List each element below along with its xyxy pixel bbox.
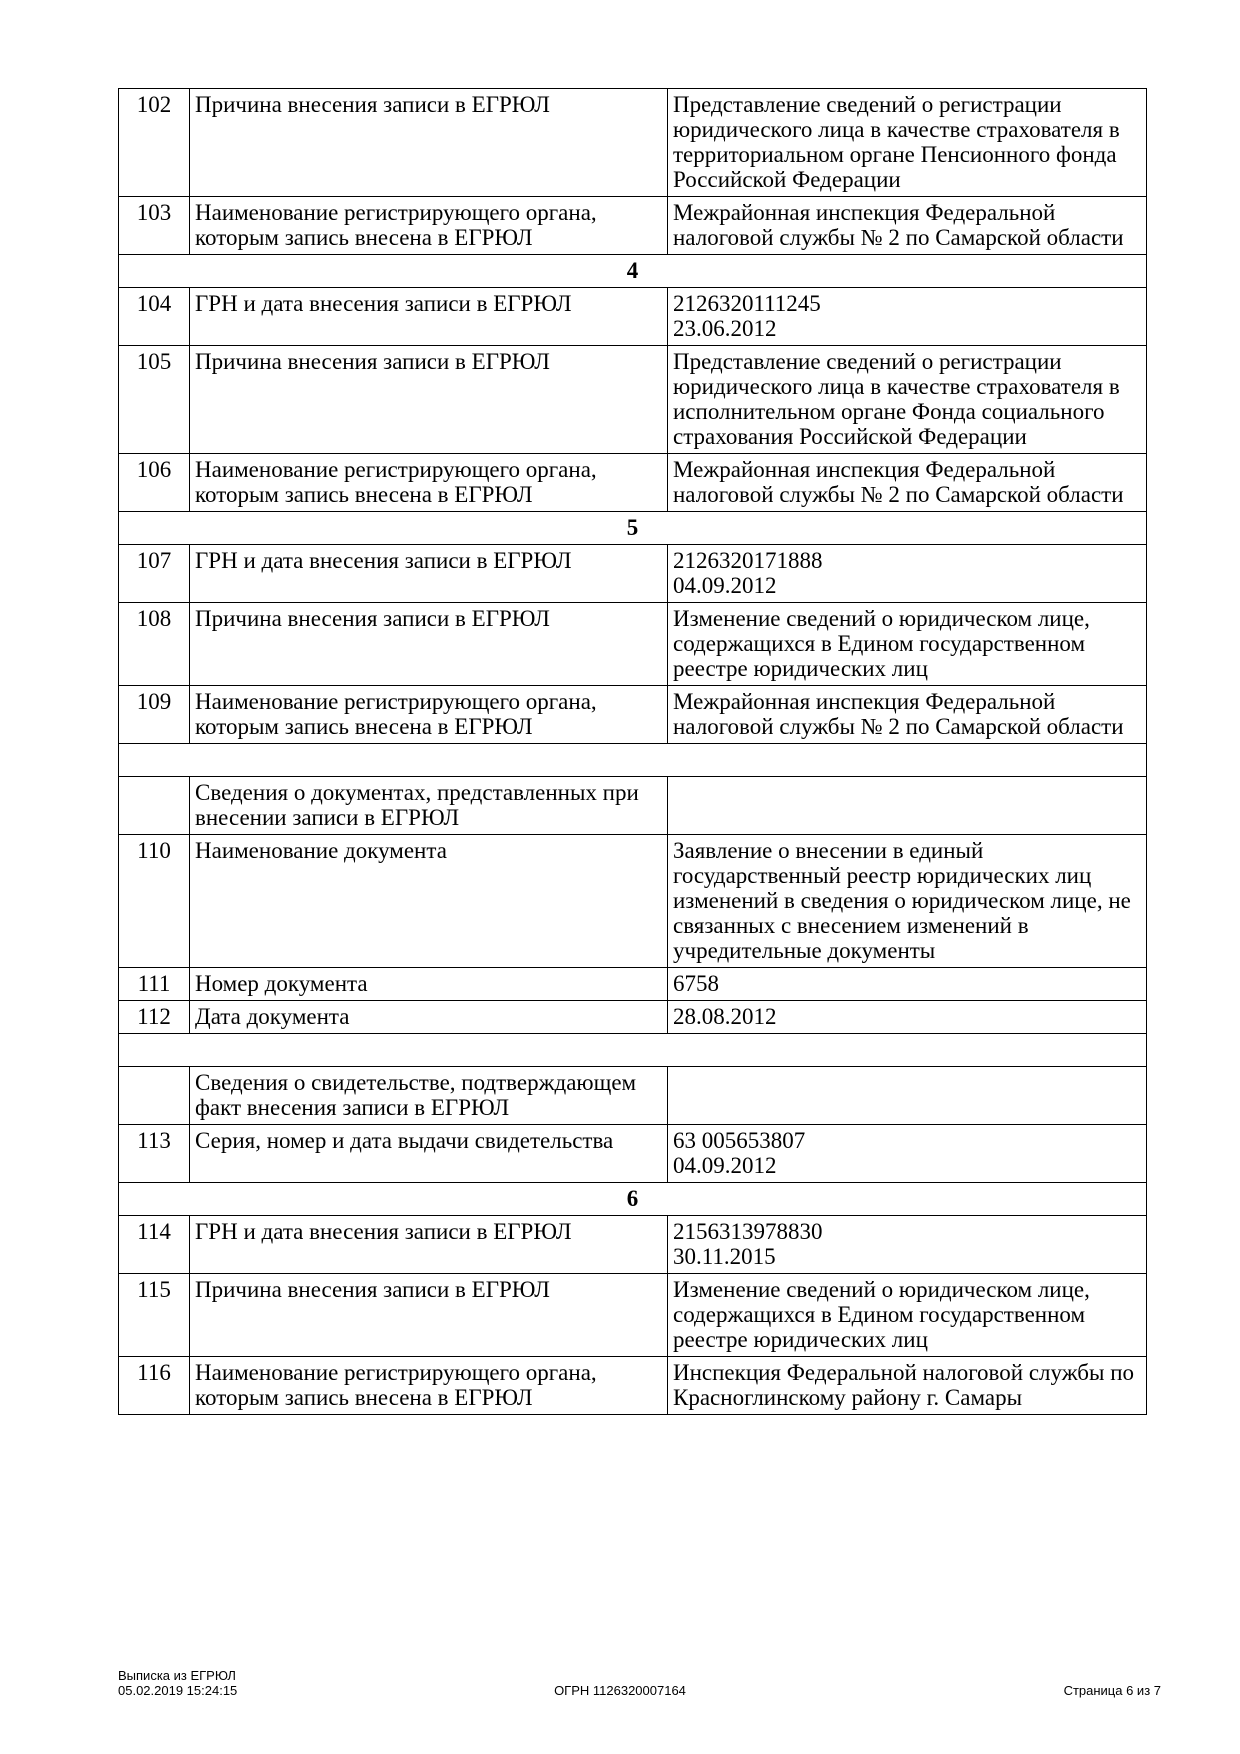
row-number: 108	[119, 603, 190, 686]
field-value: Межрайонная инспекция Федеральной налоговой службы № 2 по Самарской области	[668, 454, 1147, 512]
field-label: Серия, номер и дата выдачи свидетельства	[190, 1125, 668, 1183]
field-label: ГРН и дата внесения записи в ЕГРЮЛ	[190, 1216, 668, 1274]
egrul-record-table	[118, 88, 1147, 1415]
table-row	[119, 968, 1147, 1001]
row-number: 113	[119, 1125, 190, 1183]
table-row	[119, 686, 1147, 744]
row-number: 116	[119, 1357, 190, 1415]
table-row	[119, 777, 1147, 835]
row-number	[119, 1067, 190, 1125]
row-number: 114	[119, 1216, 190, 1274]
row-number: 109	[119, 686, 190, 744]
field-value: Межрайонная инспекция Федеральной налоговой службы № 2 по Самарской области	[668, 686, 1147, 744]
field-value: 6758	[668, 968, 1147, 1001]
row-number: 107	[119, 545, 190, 603]
table-row	[119, 288, 1147, 346]
field-value: 2156313978830 30.11.2015	[668, 1216, 1147, 1274]
table-row	[119, 346, 1147, 454]
field-value: Изменение сведений о юридическом лице, содержащихся в Едином государственном реестре юридических лиц	[668, 603, 1147, 686]
field-label: Причина внесения записи в ЕГРЮЛ	[190, 1274, 668, 1357]
table-row	[119, 1274, 1147, 1357]
field-label: ГРН и дата внесения записи в ЕГРЮЛ	[190, 288, 668, 346]
table-row	[119, 1001, 1147, 1034]
field-value	[668, 777, 1147, 835]
field-label: Наименование регистрирующего органа, которым запись внесена в ЕГРЮЛ	[190, 454, 668, 512]
field-label: Сведения о документах, представленных при внесении записи в ЕГРЮЛ	[190, 777, 668, 835]
field-value: Инспекция Федеральной налоговой службы по Красноглинскому району г. Самары	[668, 1357, 1147, 1415]
field-label: Наименование документа	[190, 835, 668, 968]
table-row	[119, 1067, 1147, 1125]
field-label: Номер документа	[190, 968, 668, 1001]
section-number: 6	[119, 1183, 1147, 1216]
field-value	[668, 1067, 1147, 1125]
field-label: Наименование регистрирующего органа, которым запись внесена в ЕГРЮЛ	[190, 1357, 668, 1415]
field-label: Дата документа	[190, 1001, 668, 1034]
table-row	[119, 197, 1147, 255]
footer-extract-title: Выписка из ЕГРЮЛ	[118, 1668, 236, 1683]
table-row	[119, 603, 1147, 686]
table-body	[119, 89, 1147, 1415]
field-value: Межрайонная инспекция Федеральной налоговой службы № 2 по Самарской области	[668, 197, 1147, 255]
field-value: 28.08.2012	[668, 1001, 1147, 1034]
spacer-row	[119, 1034, 1147, 1067]
table-row	[119, 835, 1147, 968]
row-number	[119, 777, 190, 835]
spacer-cell	[119, 744, 1147, 777]
spacer-row	[119, 744, 1147, 777]
footer-extract-datetime: 05.02.2019 15:24:15	[118, 1683, 238, 1698]
footer-page-number: Страница 6 из 7	[1063, 1683, 1161, 1698]
field-value: Заявление о внесении в единый государственный реестр юридических лиц изменений в сведения о юридическом лице, не связанных с внесением изменений в учредительные документы	[668, 835, 1147, 968]
row-number: 104	[119, 288, 190, 346]
row-number: 106	[119, 454, 190, 512]
field-value: 2126320111245 23.06.2012	[668, 288, 1147, 346]
field-value: Изменение сведений о юридическом лице, содержащихся в Едином государственном реестре юридических лиц	[668, 1274, 1147, 1357]
field-value: 63 005653807 04.09.2012	[668, 1125, 1147, 1183]
field-label: Сведения о свидетельстве, подтверждающем факт внесения записи в ЕГРЮЛ	[190, 1067, 668, 1125]
row-number: 102	[119, 89, 190, 197]
field-label: Наименование регистрирующего органа, которым запись внесена в ЕГРЮЛ	[190, 686, 668, 744]
table-row	[119, 1125, 1147, 1183]
table-row	[119, 1216, 1147, 1274]
section-number: 4	[119, 255, 1147, 288]
footer-ogrn: ОГРН 1126320007164	[554, 1683, 686, 1698]
field-label: Причина внесения записи в ЕГРЮЛ	[190, 346, 668, 454]
table-row	[119, 89, 1147, 197]
row-number: 115	[119, 1274, 190, 1357]
row-number: 110	[119, 835, 190, 968]
spacer-cell	[119, 1034, 1147, 1067]
section-header-row	[119, 255, 1147, 288]
field-label: ГРН и дата внесения записи в ЕГРЮЛ	[190, 545, 668, 603]
section-number: 5	[119, 512, 1147, 545]
field-value: 2126320171888 04.09.2012	[668, 545, 1147, 603]
row-number: 103	[119, 197, 190, 255]
field-value: Представление сведений о регистрации юридического лица в качестве страхователя в территориальном органе Пенсионного фонда Российской Федерации	[668, 89, 1147, 197]
field-label: Причина внесения записи в ЕГРЮЛ	[190, 89, 668, 197]
section-header-row	[119, 1183, 1147, 1216]
field-value: Представление сведений о регистрации юридического лица в качестве страхователя в исполнительном органе Фонда социального страхования Российской Федерации	[668, 346, 1147, 454]
table-row	[119, 545, 1147, 603]
row-number: 112	[119, 1001, 190, 1034]
table-row	[119, 454, 1147, 512]
section-header-row	[119, 512, 1147, 545]
table-row	[119, 1357, 1147, 1415]
field-label: Причина внесения записи в ЕГРЮЛ	[190, 603, 668, 686]
field-label: Наименование регистрирующего органа, которым запись внесена в ЕГРЮЛ	[190, 197, 668, 255]
row-number: 111	[119, 968, 190, 1001]
row-number: 105	[119, 346, 190, 454]
